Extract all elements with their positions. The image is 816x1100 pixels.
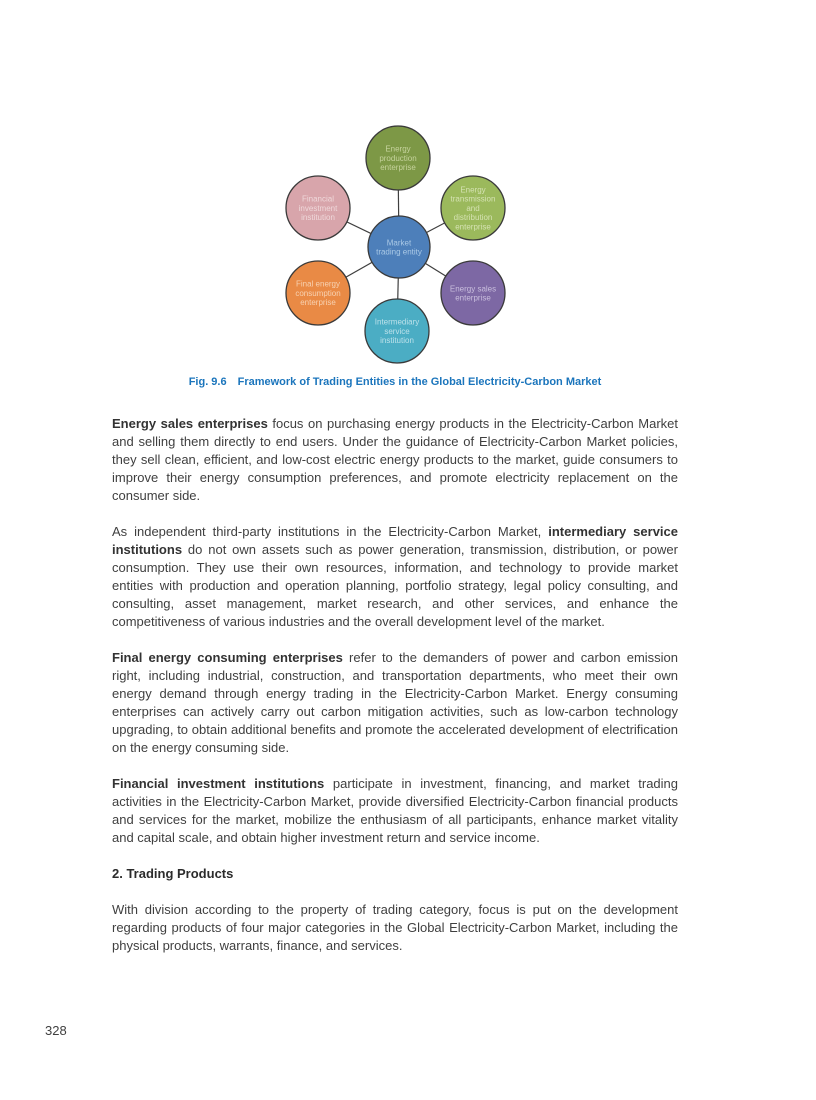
node-label: Final energy consumption enterprise [295, 279, 341, 308]
node-label: Energy sales enterprise [449, 284, 497, 303]
paragraph-text: do not own assets such as power generation, transmission, distribution, or power consumption. They use their own resources, information, and technology to provide market entities with production and operation planning, portfolio strategy, legal policy consulting, and consulting, asset management, market research, and other services, and enhance the competitiveness of various industries and the overall development level of the market. [112, 542, 678, 629]
diagram-node-market-trading-entity [368, 216, 430, 278]
paragraph-text: As independent third-party institutions in the Electricity-Carbon Market, [112, 524, 549, 539]
diagram-node-financial-investment-institution [286, 176, 350, 240]
key-term: Energy sales enterprises [112, 416, 268, 431]
node-label: Energy transmission and distribution enterprise [450, 185, 496, 232]
key-term: intermediary service institutions [112, 524, 678, 557]
diagram-node-energy-production-enterprise [366, 126, 430, 190]
key-term: Final energy consuming enterprises [112, 650, 343, 665]
node-label: Market trading entity [376, 238, 422, 257]
node-label: Financial investment institution [298, 194, 338, 223]
node-label: Energy production enterprise [379, 144, 417, 173]
paragraph-text: participate in investment, financing, and market trading activities in the Electricity-Carbon Market, provide diversified Electricity-Carbon financial products and services for the market, mobilize the enthusiasm of all participants, enhance market vitality and capital scale, and obtain higher investment return and service income. [112, 776, 679, 845]
page-number: 328 [45, 1023, 67, 1038]
figure-caption [112, 376, 678, 388]
trading-entities-diagram [282, 122, 510, 368]
figure-caption-text: Framework of Trading Entities in the Global Electricity-Carbon Market [237, 376, 602, 388]
section-heading: 2. Trading Products [112, 866, 234, 881]
diagram-node-energy-sales-enterprise [441, 261, 505, 325]
body-paragraph [112, 775, 678, 847]
body-text [112, 415, 678, 973]
body-paragraph [112, 523, 678, 631]
paragraph-text: refer to the demanders of power and carbon emission right, including industrial, construction, and transportation departments, who meet their own energy demand through energy trading in the Electricity-Carbon Market. Energy consuming enterprises can actively carry out carbon mitigation activities, such as low-carbon technology upgrading, to obtain additional benefits and promote the accelerated development of electrification on the energy consuming side. [112, 650, 679, 755]
key-term: Financial investment institutions [112, 776, 325, 791]
figure-caption-label: Fig. 9.6 [188, 376, 227, 388]
paragraph-text: With division according to the property of trading category, focus is put on the development regarding products of four major categories in the Global Electricity-Carbon Market, including the physical products, warrants, finance, and services. [112, 902, 678, 953]
diagram-node-energy-transmission-and-distribution-enterprise [441, 176, 505, 240]
paragraph-text: focus on purchasing energy products in the Electricity-Carbon Market and selling them directly to end users. Under the guidance of Electricity-Carbon Market policies, they sell clean, efficient, and low-cost electric energy products to the market, guide consumers to improve their energy consumption preferences, and promote electricity replacement on the consumer side. [112, 416, 678, 503]
body-paragraph [112, 901, 678, 955]
node-label: Intermediary service institution [374, 317, 420, 346]
body-paragraph [112, 649, 678, 757]
diagram-node-final-energy-consumption-enterprise [286, 261, 350, 325]
body-paragraph [112, 415, 678, 505]
diagram-node-intermediary-service-institution [365, 299, 429, 363]
